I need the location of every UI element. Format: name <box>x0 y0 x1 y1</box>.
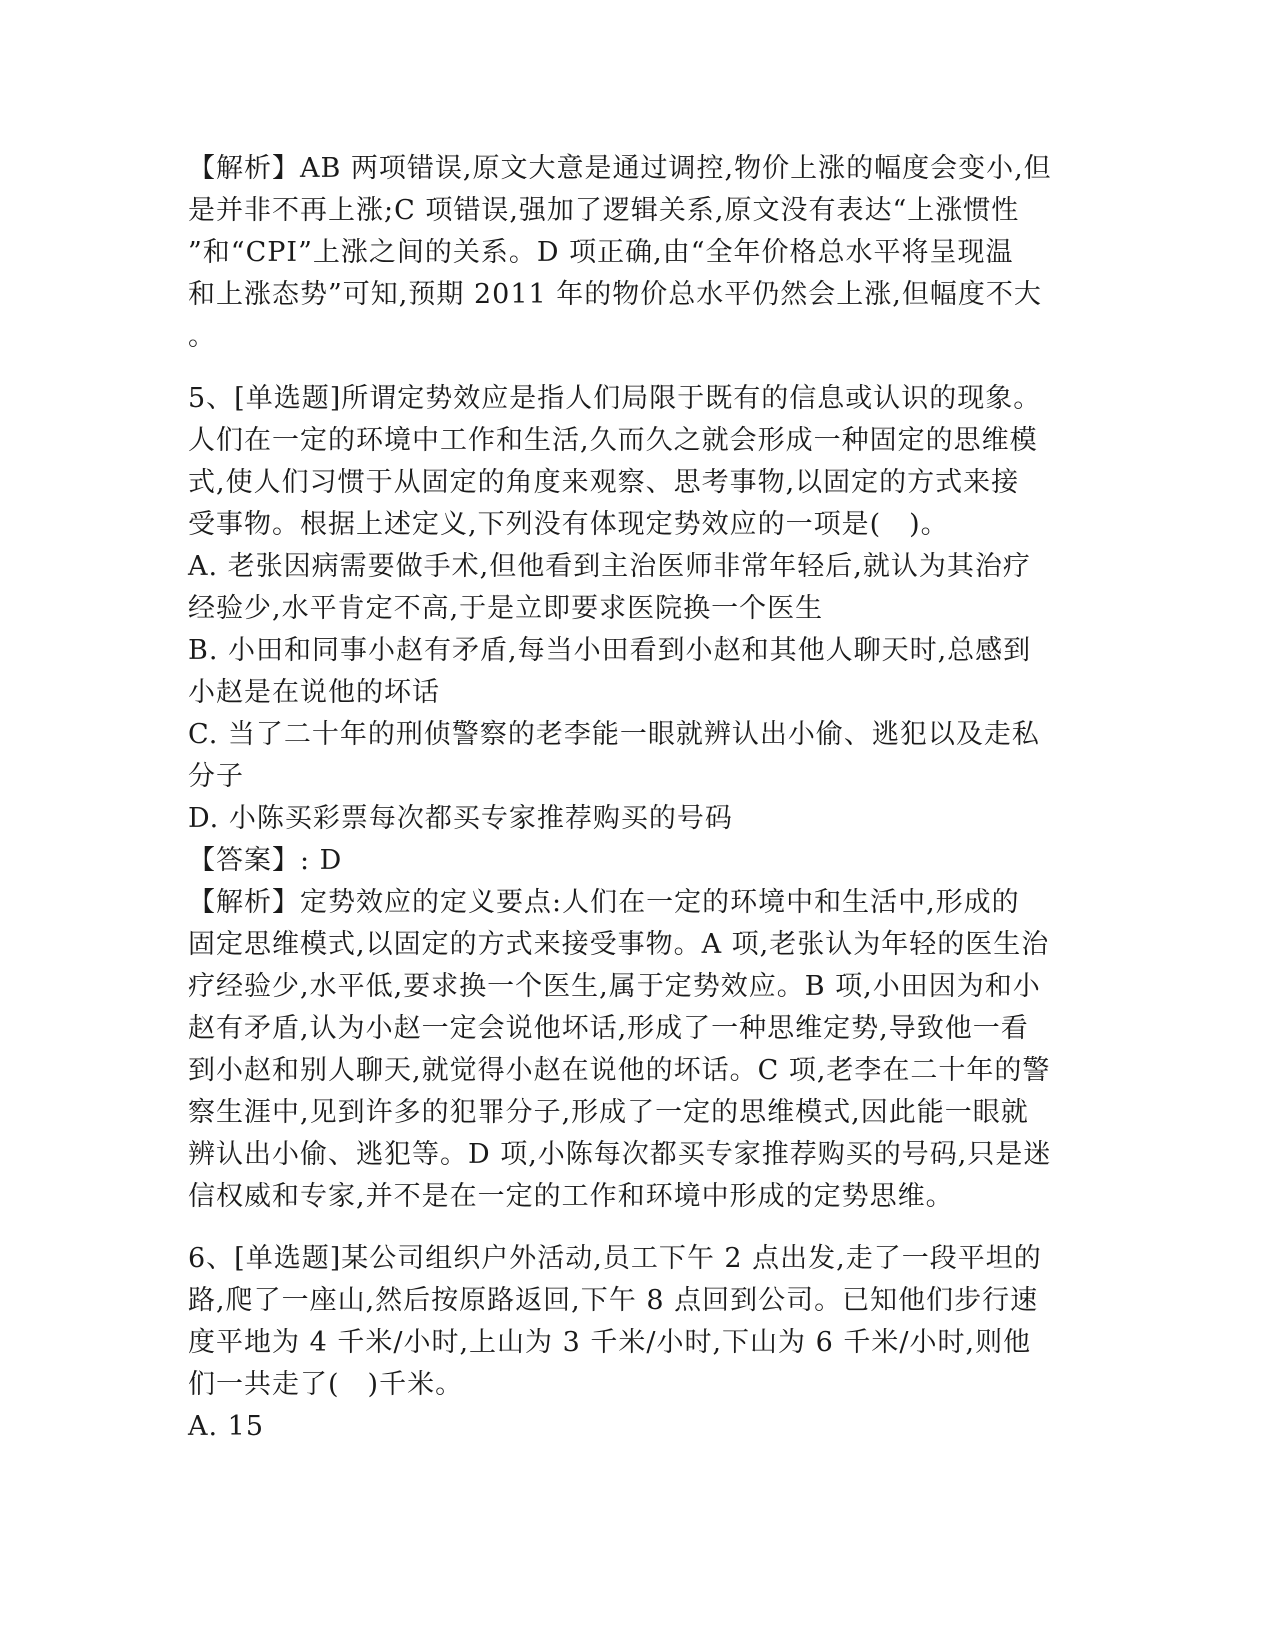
option-c-line: 分子 <box>188 761 244 792</box>
option-a-line: A. 15 <box>188 1411 265 1442</box>
analysis-line: 和上涨态势”可知,预期 2011 年的物价总水平仍然会上涨,但幅度不大 <box>188 279 1042 310</box>
question-stem-line: 们一共走了( )千米。 <box>188 1369 464 1400</box>
question-stem-line: 6、[单选题]某公司组织户外活动,员工下午 2 点出发,走了一段平坦的 <box>188 1243 1042 1274</box>
paragraph-gap <box>188 1218 1088 1238</box>
question-stem-line: 5、[单选题]所谓定势效应是指人们局限于既有的信息或认识的现象。 <box>188 383 1042 414</box>
option-a-line: 经验少,水平肯定不高,于是立即要求医院换一个医生 <box>188 593 824 624</box>
previous-answer-analysis <box>188 148 1088 358</box>
option-d-line: D. 小陈买彩票每次都买专家推荐购买的号码 <box>188 803 733 834</box>
analysis-line: 【解析】AB 两项错误,原文大意是通过调控,物价上涨的幅度会变小,但 <box>188 153 1052 184</box>
question-stem-line: 式,使人们习惯于从固定的角度来观察、思考事物,以固定的方式来接 <box>188 467 1020 498</box>
analysis-line: 【解析】定势效应的定义要点:人们在一定的环境中和生活中,形成的 <box>188 887 1020 918</box>
analysis-line: 信权威和专家,并不是在一定的工作和环境中形成的定势思维。 <box>188 1181 954 1212</box>
analysis-line: 是并非不再上涨;C 项错误,强加了逻辑关系,原文没有表达“上涨惯性 <box>188 195 1020 226</box>
question-stem-line: 受事物。根据上述定义,下列没有体现定势效应的一项是( )。 <box>188 509 949 540</box>
analysis-line: 辨认出小偷、逃犯等。D 项,小陈每次都买专家推荐购买的号码,只是迷 <box>188 1139 1052 1170</box>
option-b-line: 小赵是在说他的坏话 <box>188 677 440 708</box>
document-page <box>188 148 1088 1448</box>
analysis-line: 疗经验少,水平低,要求换一个医生,属于定势效应。B 项,小田因为和小 <box>188 971 1041 1002</box>
option-b-line: B. 小田和同事小赵有矛盾,每当小田看到小赵和其他人聊天时,总感到 <box>188 635 1032 666</box>
analysis-line: ”和“CPI”上涨之间的关系。D 项正确,由“全年价格总水平将呈现温 <box>188 237 1014 268</box>
analysis-line: 察生涯中,见到许多的犯罪分子,形成了一定的思维模式,因此能一眼就 <box>188 1097 1029 1128</box>
paragraph-gap <box>188 358 1088 378</box>
option-c-line: C. 当了二十年的刑侦警察的老李能一眼就辨认出小偷、逃犯以及走私 <box>188 719 1040 750</box>
option-a-line: A. 老张因病需要做手术,但他看到主治医师非常年轻后,就认为其治疗 <box>188 551 1031 582</box>
question-5 <box>188 378 1088 1218</box>
question-stem-line: 路,爬了一座山,然后按原路返回,下午 8 点回到公司。已知他们步行速 <box>188 1285 1039 1316</box>
question-stem-line: 度平地为 4 千米/小时,上山为 3 千米/小时,下山为 6 千米/小时,则他 <box>188 1327 1032 1358</box>
question-stem-line: 人们在一定的环境中工作和生活,久而久之就会形成一种固定的思维模 <box>188 425 1038 456</box>
analysis-line: 到小赵和别人聊天,就觉得小赵在说他的坏话。C 项,老李在二十年的警 <box>188 1055 1051 1086</box>
analysis-line: 。 <box>188 321 216 352</box>
analysis-line: 固定思维模式,以固定的方式来接受事物。A 项,老张认为年轻的医生治 <box>188 929 1050 960</box>
analysis-line: 赵有矛盾,认为小赵一定会说他坏话,形成了一种思维定势,导致他一看 <box>188 1013 1029 1044</box>
question-6 <box>188 1238 1088 1448</box>
answer-line: 【答案】: D <box>188 845 343 876</box>
